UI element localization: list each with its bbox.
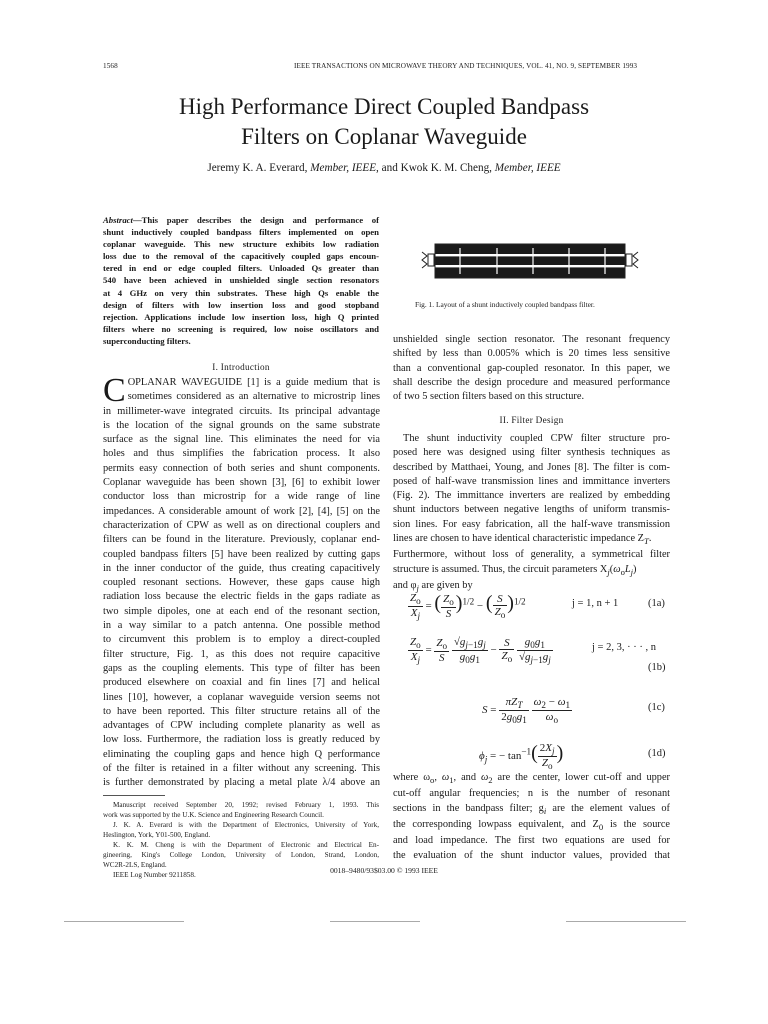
abstract-line: coplanar waveguide. This new structure exhibits low radiation (103, 239, 379, 250)
body-line: coupled bandpass filters [5] have been realized by cutting gaps (103, 548, 380, 560)
abstract-line-0: Abstract—This paper describes the design and performance of (103, 215, 379, 225)
abstract-line: shunt inductively coupled bandpass filters implemented on open (103, 227, 379, 238)
abstract-line: 540 have been achieved in unshielded single section resonators (103, 275, 379, 286)
paper-title (0, 92, 768, 152)
equation-1b-label: (1b) (648, 662, 666, 673)
footnote-line: Heslington, York, Y01-500, England. (103, 831, 211, 839)
body-line: and $\varphi_j$ are given by (393, 580, 473, 594)
body-line: in the inner conductor of the guide, thus creating capacitively (103, 562, 380, 574)
body-line: unshielded single section resonator. The resonant frequency (393, 334, 670, 345)
body-line: permits easy connection of both series and shunt components. (103, 462, 380, 474)
body-line: posed here was designed using filter synthesis techniques as (393, 447, 670, 459)
body-line: OPLANAR WAVEGUIDE [1] is a guide medium that is (127, 377, 380, 388)
body-line: where $\omega_o$, $\omega_1$, and $\omega_2$ are the center, lower cut-off and upper (393, 772, 670, 786)
equation-1d: $\phi_j$ = − $\tan^{-1}$( $\frac{2X_j}{Z_o}$ ) (479, 742, 564, 772)
abstract (103, 214, 379, 347)
body-line: advantages of CPW including complete planarity as well as (103, 720, 380, 732)
body-line: two simple dipoles, one at each end of the resonant section, (103, 605, 380, 617)
body-line: eliminating the coupling gaps and hence high Q performance (103, 748, 380, 760)
bottom-rule-left (64, 921, 184, 922)
body-line: shall describe the design procedure and measured performance (393, 376, 670, 388)
body-line: to circumvent this problem is to employ a direct-coupled (103, 634, 380, 646)
body-line: the corresponding lowpass equivalent, and $Z_0$ is the source (393, 819, 670, 833)
equation-1c: S = $\frac{\pi Z_T}{2g_0g_1}$ $\frac{\omega_2 - \omega_1}{\omega_o}$ (482, 696, 571, 726)
equation-1a-label: (1a) (648, 598, 665, 609)
body-line: shifted by less than 0.005% which is 20 times less sensitive (393, 348, 670, 360)
figure-1-caption: Fig. 1. Layout of a shunt inductively coupled bandpass filter. (415, 300, 595, 309)
body-line: lines [10], however, a coplanar waveguide version seems not (103, 691, 380, 703)
footnote-line: WC2R-2LS, England. (103, 861, 167, 869)
section-1-body (103, 372, 380, 791)
body-line: in millimeter-wave integrated circuits. Its principal advantage (103, 405, 380, 417)
body-line: impedances. A considerable amount of work [2], [4], [5] on the (103, 505, 380, 517)
body-line: characterization of CPW as well as on directional couplers and (103, 519, 380, 531)
body-line: shunt inductors between negative lengths of uniform transmis- (393, 504, 670, 516)
section-2-body (393, 432, 670, 595)
body-line: (Fig. 2). The immittance inverters are realized by embedding (393, 490, 670, 502)
body-line: sections in the bandpass filter; $g_i$ are the element values of (393, 802, 670, 816)
body-line: is further demonstrated by placing a metal plate λ/4 above an (103, 777, 380, 789)
body-line: holes and thus simplifies the fabrication process. It also (103, 448, 380, 460)
footnote-rule (103, 795, 165, 796)
abstract-line: loss due to the removal of the capacitively coupled gaps encoun- (103, 251, 379, 262)
right-connector (626, 252, 638, 268)
body-line: radiation loss because the electric fields in the gaps radiate as (103, 591, 380, 603)
after-equations (393, 771, 670, 863)
body-line: The shunt inductivity coupled CPW filter structure pro- (403, 433, 670, 444)
abstract-line: tered in end or edge coupled filters. Unloaded Qs greater than (103, 263, 379, 274)
abstract-label: Abstract (103, 215, 133, 225)
body-line: and load impedance. The first two equations are used for (393, 835, 670, 847)
title-line-2: Filters on Coplanar Waveguide (241, 124, 527, 149)
page-number: 1568 (103, 62, 118, 70)
abstract-line: filters where no screening is required, low noise oscillators and (103, 323, 379, 334)
footnote-line: J. K. A. Everard is with the Department of Electronics, University of York, (113, 821, 379, 829)
body-line: sometimes considered as an alternative to microstrip lines (127, 391, 380, 403)
body-line: the evaluation of the shunt inductor values, provided that (393, 849, 670, 861)
cpw-ground-plane (435, 244, 625, 278)
equation-1a: $\frac{Z_o}{X_j}$ = ( $\frac{Z_o}{S}$ )$^{1/2}$ − ( $\frac{S}{Z_o}$ )$^{1/2}$ (410, 592, 526, 622)
dropcap: C (103, 372, 126, 409)
footnote-line: gineering, King's College London, University of London, Strand, London, (103, 851, 379, 859)
author-2-affiliation: Member, IEEE (494, 162, 561, 174)
body-line: of the filter is retained in a filter without any screening. This (103, 763, 380, 775)
equation-1d-label: (1d) (648, 748, 666, 759)
author-1-affiliation: Member, IEEE, (310, 162, 379, 174)
abstract-line: at 4 GHz on very thin substrates. These high Qs enable the (103, 287, 379, 298)
body-line: coupled resonant sections. However, these gaps cause high (103, 577, 380, 589)
body-line: described by Matthaei, Young, and Jones [8]. The filter is com- (393, 461, 670, 473)
title-line-1: High Performance Direct Coupled Bandpass (178, 94, 590, 119)
equation-1b-range: j = 2, 3, · · · , n (592, 642, 656, 653)
section-2-title: II. Filter Design (499, 415, 564, 425)
cpw-slot-lower (435, 265, 625, 267)
abstract-line: design of filters with low insertion loss and good stopband (103, 299, 379, 310)
body-line: is the location of the signal grounds on the same substrate (103, 419, 380, 431)
body-line: produced elsewhere on coaxial and fin lines [7] and helical (103, 677, 380, 689)
body-line: posed of half-wave transmission lines and immittance inverters (393, 475, 670, 487)
equation-1b: $\frac{Z_o}{X_j}$ = $\frac{Z_o}{S}$ $\frac{√g_{j-1}g_j}{g_0g_1}$ − $\frac{S}{Z_o}$ $\frac{g_0g_1}{√g_{j-1}g_j}$ (410, 636, 551, 666)
cpw-slot-upper (435, 254, 625, 256)
body-line: filter structure, Fig. 1, as this does not require capacitive (103, 648, 380, 660)
body-line: Furthermore, without loss of generality, a symmetrical filter (393, 549, 670, 561)
body-line: low loss. Furthermore, the radiation loss is greatly reduced by (103, 734, 380, 746)
journal-header: IEEE TRANSACTIONS ON MICROWAVE THEORY AND TECHNIQUES, VOL. 41, NO. 9, SEPTEMBER 1993 (294, 62, 638, 70)
abstract-line: rejection. Applications include low insertion loss, high Q printed (103, 311, 379, 322)
left-connector (422, 252, 434, 268)
body-line: lines are chosen to have identical characteristic impedance $Z_T$. (393, 533, 652, 547)
body-line: Coplanar waveguide has been shown [3], [6] to exhibit lower (103, 477, 380, 489)
bottom-rule-center (330, 921, 420, 922)
body-line: sion lines. For easy fabrication, all the half-wave transmission (393, 518, 670, 530)
abstract-line: superconducting filters. (103, 335, 191, 346)
section-1-title: I. Introduction (212, 362, 270, 372)
body-line: cut-off angular frequencies; n is the number of resonant (393, 788, 670, 800)
equation-1a-range: j = 1, n + 1 (572, 598, 619, 609)
footnote-line: work was supported by the U.K. Science and Engineering Research Council. (103, 811, 324, 819)
body-line: of two 5 section filters based on this structure. (393, 391, 585, 403)
body-line: than a conventional gap-coupled resonator. In this paper, we (393, 362, 670, 374)
author-1: Jeremy K. A. Everard, (207, 162, 308, 174)
body-line: structure is assumed. Thus, the circuit parameters $X_j(\omega_oL_j)$ (393, 563, 637, 577)
body-line: gaps as the coupling elements. This type of filter has been (103, 662, 380, 674)
body-line: surface as the signal line. This eliminates the need for via (103, 434, 380, 446)
footnote-line: IEEE Log Number 9211858. (113, 871, 196, 879)
body-line: to have been reported. This filter structure retains all of the (103, 705, 380, 717)
author-line (0, 162, 768, 174)
footnote-line: K. K. M. Cheng is with the Department of Electronic and Electrical En- (113, 841, 379, 849)
figure-1-diagram (420, 236, 645, 286)
body-line: filters can be found in the literature. Previously, coplanar end- (103, 534, 380, 546)
bottom-rule-right (566, 921, 686, 922)
author-2: Kwok K. M. Cheng, (400, 162, 492, 174)
equation-1c-label: (1c) (648, 702, 665, 713)
author-and: and (381, 162, 398, 174)
copyright-line: 0018–9480/93$03.00 © 1993 IEEE (330, 866, 438, 875)
footnote-line: Manuscript received September 20, 1992; revised February 1, 1993. This (113, 801, 379, 809)
intro-continuation (393, 333, 670, 404)
body-line: conductor loss than microstrip for a wide range of line (103, 491, 380, 503)
body-line: in a way similar to a patch antenna. One possible method (103, 620, 380, 632)
